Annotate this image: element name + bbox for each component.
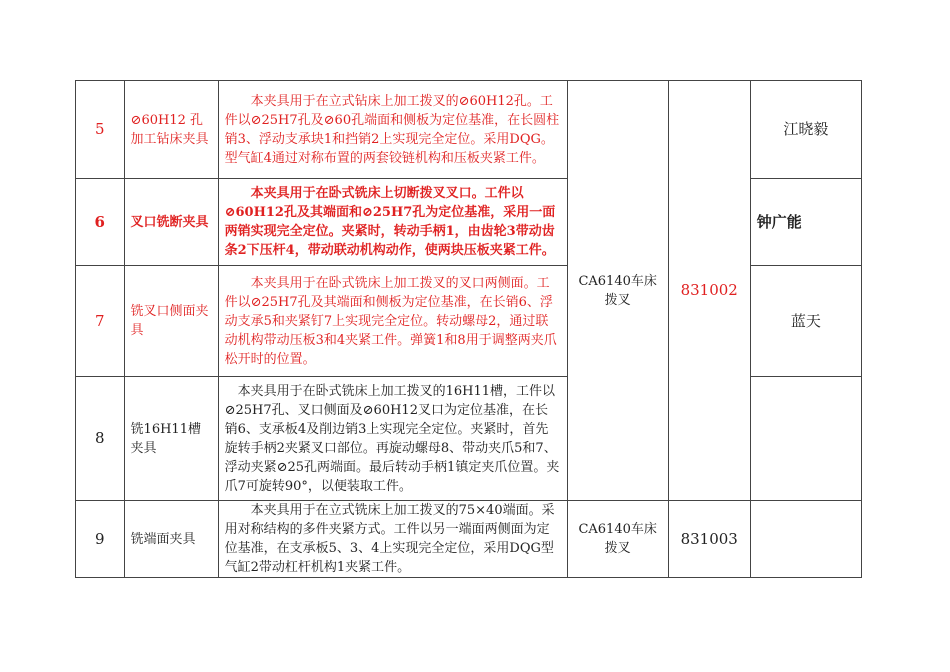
row-number: 6 [76,179,125,266]
table-row [76,501,862,578]
fixture-name: 铣叉口侧面夹具 [124,266,218,377]
product-name: CA6140车床拨叉 [567,501,668,578]
fixture-description [218,266,567,377]
person-name: 江晓毅 [750,81,861,179]
fixture-name: 铣端面夹具 [124,501,218,578]
description-text: 本夹具用于在卧式铣床上切断拨叉叉口。工件以⊘60H12孔及其端面和⊘25H7孔为定位基准，采用一面两销实现完全定位。夹紧时，转动手柄1，由齿轮3带动齿条2下压杆4，带动联动机构动作，使两块压板夹紧工件。 [224,186,556,258]
row-number: 9 [76,501,125,578]
table-row [76,81,862,179]
row-number: 5 [76,81,125,179]
part-code: 831003 [668,501,750,578]
person-name [750,377,861,501]
fixture-name: ⊘60H12 孔加工钻床夹具 [124,81,218,179]
fixture-description [218,81,567,179]
fixture-description [218,501,567,578]
person-name: 蓝天 [750,266,861,377]
fixture-description [218,377,567,501]
person-name: 钟广能 [750,179,861,266]
description-text: 本夹具用于在立式钻床上加工拨叉的⊘60H12孔。工件以⊘25H7孔及⊘60孔端面和侧板为定位基准，在长圆柱销3、浮动支承块1和挡销2上实现完全定位。采用DQG。型气缸4通过对称布置的两套铰链机构和压板夹紧工件。 [224,93,560,166]
description-text: 本夹具用于在立式铣床上加工拨叉的75×40端面。采用对称结构的多件夹紧方式。工件以另一端面两侧面为定位基准，在支承板5、3、4上实现完全定位，采用DQG型气缸2带动杠杆机构1夹紧工件。 [224,503,555,575]
row-number: 7 [76,266,125,377]
person-name [750,501,861,578]
product-name: CA6140车床拨叉 [567,81,668,501]
fixture-name: 铣16H11槽夹具 [124,377,218,501]
fixture-description [218,179,567,266]
part-code: 831002 [668,81,750,501]
description-text: 本夹具用于在卧式铣床上加工拨叉的叉口两侧面。工件以⊘25H7孔及其端面和侧板为定位基准，在长销6、浮动支承5和夹紧钉7上实现完全定位。转动螺母2，通过联动机构带动压板3和4夹紧工件。弹簧1和8用于调整两夹爪松开时的位置。 [224,275,557,367]
row-number: 8 [76,377,125,501]
fixture-table [75,80,862,578]
fixture-name: 叉口铣断夹具 [124,179,218,266]
description-text: 本夹具用于在卧式铣床上加工拨叉的16H11槽，工件以⊘25H7孔、叉口侧面及⊘60H12叉口为定位基准，在长销6、支承板4及削边销3上实现完全定位。夹紧时，首先旋转手柄2夹紧叉口部位。再旋动螺母8、带动夹爪5和7、浮动夹紧⊘25孔两端面。最后转动手柄1镇定夹爪位置。夹爪7可旋转90°，以便装取工件。 [224,383,560,494]
